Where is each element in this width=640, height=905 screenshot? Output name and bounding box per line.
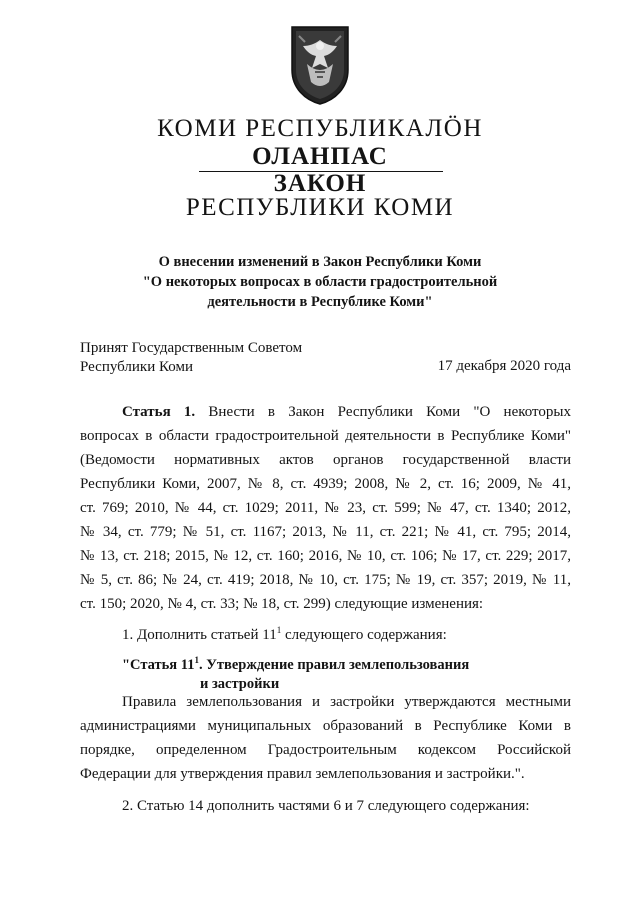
article-11-line: Правила землепользования и застройки утверждаются местными [122, 694, 571, 710]
article-11-heading [122, 656, 469, 694]
article-11-line: Федерации для утверждения правил землепользования и застройки.". [80, 766, 525, 782]
article-1-label: Статья 1. [122, 404, 196, 420]
article-11-line: порядке, определенном Градостроительным кодексом Российской [80, 742, 571, 758]
adoption-block [80, 339, 302, 377]
adoption-line: Республики Коми [80, 359, 193, 375]
header-respubliki-komi: РЕСПУБЛИКИ КОМИ [185, 194, 455, 221]
point-1: 1. Дополнить статьей $11^1$ следующего содержания: [122, 625, 447, 643]
article-1-line: вопросах в области градостроительной деятельности в Республике Коми" [80, 428, 571, 444]
article-1-line: (Ведомости нормативных актов органов государственной власти [80, 452, 571, 468]
adoption-date: 17 декабря 2020 года [437, 358, 571, 374]
law-title [0, 252, 640, 312]
article-1-line: № 34, ст. 779; № 51, ст. 1167; 2013, № 11, ст. 221; № 41, ст. 795; 2014, [80, 524, 571, 540]
article-11-text [80, 690, 571, 786]
header-olanpas: ОЛАНПАС [252, 143, 388, 170]
superscript: 1 [276, 625, 282, 635]
article-11-heading-line: и застройки [200, 676, 280, 692]
header-zakon: ЗАКОН [273, 170, 367, 197]
article-1-line: ст. 769; 2010, № 44, ст. 1029; 2011, № 23, ст. 599; № 47, ст. 1340; 2012, [80, 500, 571, 516]
article-1-line: № 5, ст. 86; № 24, ст. 419; 2018, № 10, ст. 175; № 19, ст. 357; 2019, № 11, [80, 572, 571, 588]
article-1-line: Республики Коми, 2007, № 8, ст. 4939; 2008, № 2, ст. 16; 2009, № 41, [80, 476, 571, 492]
superscript: 1 [194, 655, 199, 666]
law-title-line: деятельности в Республике Коми" [207, 294, 433, 310]
article-1 [80, 400, 571, 616]
komi-coat-of-arms-icon [289, 24, 351, 106]
article-1-line: Статья 1. Внести в Закон Республики Коми "О некоторых [122, 404, 571, 420]
article-1-line: № 13, ст. 218; 2015, № 12, ст. 160; 2016, № 10, ст. 106; № 17, ст. 229; 2017, [80, 548, 571, 564]
article-1-line: ст. 150; 2020, № 4, ст. 33; № 18, ст. 299) следующие изменения: [80, 596, 484, 612]
law-title-line: О внесении изменений в Закон Республики Коми [158, 254, 482, 270]
header-komi-republic: КОМИ РЕСПУБЛИКАЛӦН [157, 115, 483, 142]
article-11-heading-line: "Статья $11^1$. Утверждение правил землепользования [122, 655, 470, 673]
point-2: 2. Статью 14 дополнить частями 6 и 7 следующего содержания: [122, 798, 530, 814]
article-11-line: администрациями муниципальных образований в Республике Коми в [80, 718, 571, 734]
law-title-line: "О некоторых вопросах в области градостроительной [142, 274, 498, 290]
adoption-line: Принят Государственным Советом [80, 340, 303, 356]
